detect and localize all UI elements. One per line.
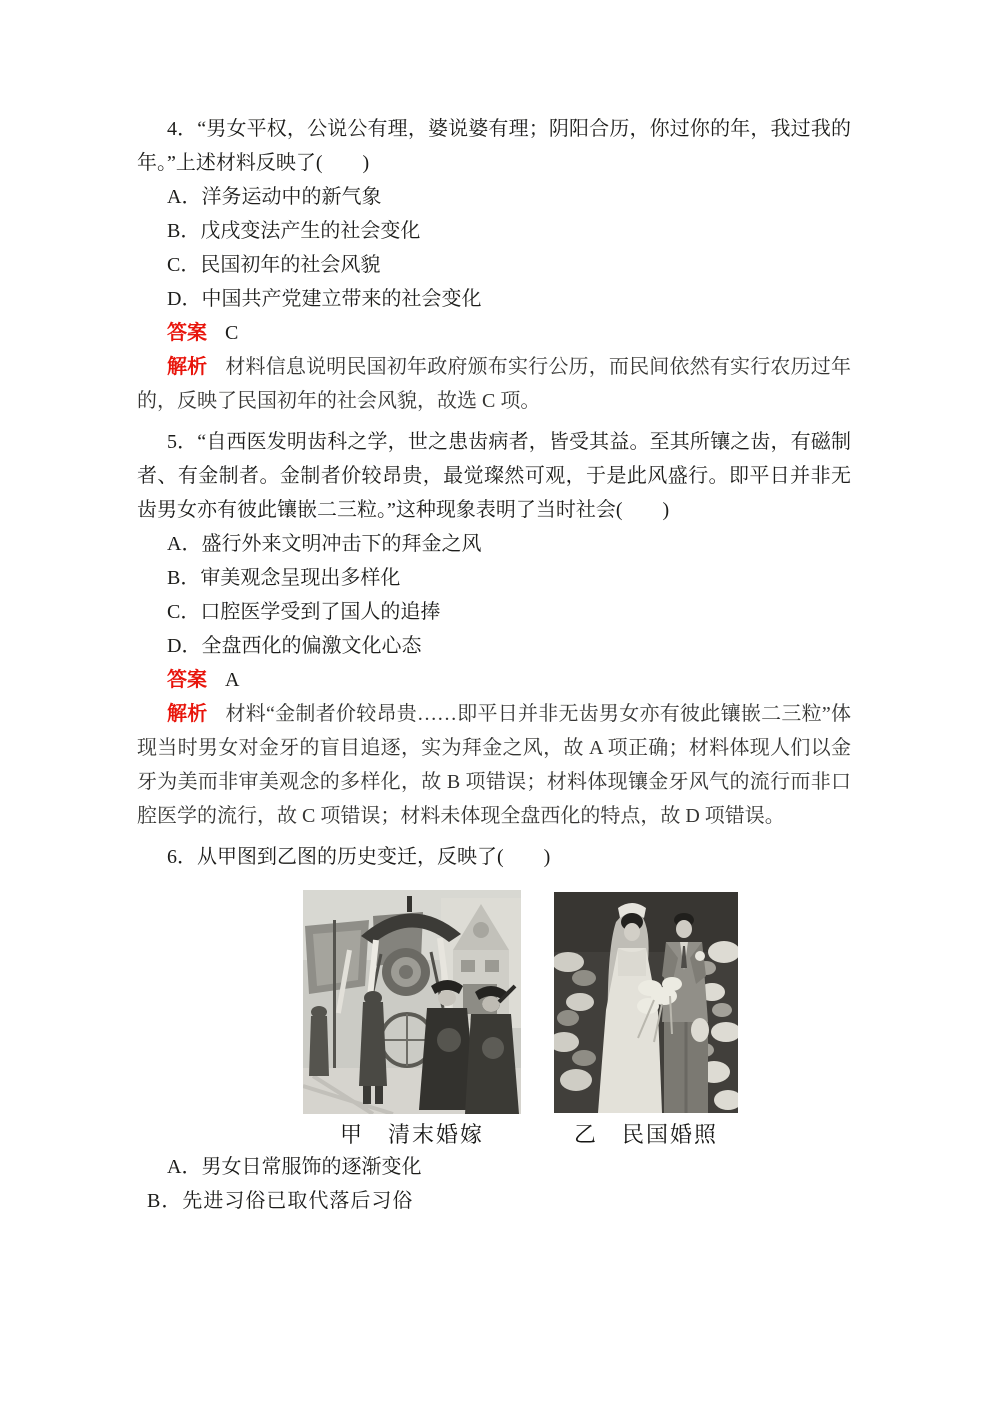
- question-5-answer-line: [137, 663, 851, 697]
- question-6-stem: 6．从甲图到乙图的历史变迁，反映了( ): [167, 846, 551, 868]
- question-4-answer-line: [137, 316, 851, 350]
- analysis-text: 材料信息说明民国初年政府颁布实行公历，而民间依然有实行农历过年的，反映了民国初年的社会风貌，故选 C 项。: [137, 356, 851, 412]
- question-4-option-d: D．中国共产党建立带来的社会变化: [167, 288, 482, 310]
- answer-label: 答案: [167, 322, 207, 344]
- answer-label: 答案: [167, 669, 207, 691]
- question-5-analysis-line: [137, 697, 851, 833]
- photo-republic-wedding-portrait: [554, 892, 738, 1113]
- text-column: [137, 112, 851, 1218]
- question-4-option-a: A．洋务运动中的新气象: [167, 186, 382, 208]
- question-4: [137, 112, 851, 418]
- answer-value: C: [225, 322, 240, 344]
- question-6-option-a: A．男女日常服饰的逐渐变化: [167, 1156, 422, 1178]
- question-5: [137, 425, 851, 833]
- question-5-option-d: D．全盘西化的偏激文化心态: [167, 635, 422, 657]
- figure-captions-row: [137, 1120, 851, 1150]
- question-6: [137, 840, 851, 1218]
- question-5-option-a: A．盛行外来文明冲击下的拜金之风: [167, 533, 482, 555]
- question-6-option-b: B．先进习俗已取代落后习俗: [147, 1190, 414, 1212]
- question-6-figure: [137, 890, 851, 1150]
- analysis-label: 解析: [167, 356, 208, 378]
- analysis-label: 解析: [167, 703, 208, 725]
- answer-value: A: [225, 669, 241, 691]
- question-5-option-c: C．口腔医学受到了国人的追捧: [167, 601, 441, 623]
- caption-yi-republic-wedding: 乙 民国婚照: [573, 1122, 718, 1147]
- question-4-option-b: B．戊戌变法产生的社会变化: [167, 220, 421, 242]
- figure-photos-row: [137, 890, 851, 1114]
- caption-jia-qing-wedding: 甲 清末婚嫁: [339, 1122, 484, 1147]
- question-5-option-b: B．审美观念呈现出多样化: [167, 567, 401, 589]
- photo-qing-wedding-procession: [303, 890, 521, 1114]
- question-5-stem: 5．“自西医发明齿科之学，世之患齿病者，皆受其益。至其所镶之齿，有磁制者、有金制者。金制者价较昂贵，最觉璨然可观，于是此风盛行。即平日并非无齿男女亦有彼此镶嵌二三粒。”这种现象表明了当时社会( ): [137, 431, 851, 521]
- question-4-option-c: C．民国初年的社会风貌: [167, 254, 381, 276]
- analysis-text: 材料“金制者价较昂贵……即平日并非无齿男女亦有彼此镶嵌二三粒”体现当时男女对金牙的盲目追逐，实为拜金之风，故 A 项正确；材料体现人们以金牙为美而非审美观念的多样化，故 B 项错误；材料体现镶金牙风气的流行而非口腔医学的流行，故 C 项错误；材料未体现全盘西化的特点，故 D 项错误。: [137, 703, 851, 827]
- question-4-stem: 4．“男女平权，公说公有理，婆说婆有理；阴阳合历，你过你的年，我过我的年。”上述材料反映了( ): [137, 118, 851, 174]
- question-4-analysis-line: [137, 350, 851, 418]
